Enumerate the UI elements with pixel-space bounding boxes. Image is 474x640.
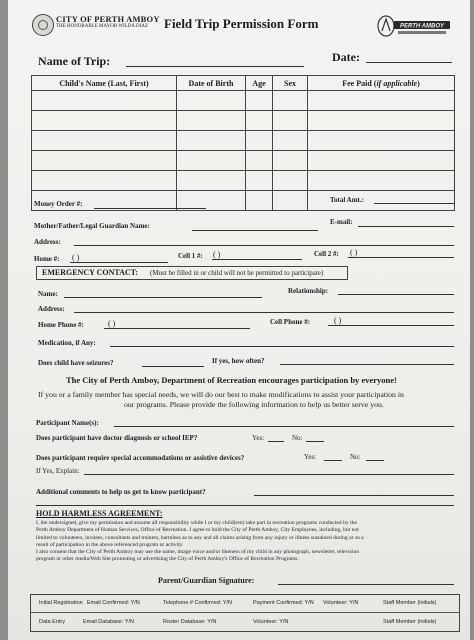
col-child-name: Child's Name (Last, First) xyxy=(32,76,177,91)
roster-database-label: Roster Database: Y/N xyxy=(163,619,217,625)
ec-name-label: Name: xyxy=(38,290,58,298)
email-database-label: Email Database: Y/N xyxy=(83,619,134,625)
table-row[interactable] xyxy=(32,171,455,191)
children-table xyxy=(31,75,455,211)
staff-initials-label-1: Staff Member (initials) xyxy=(383,600,437,606)
table-row[interactable] xyxy=(32,131,455,151)
home-phone-area[interactable]: ( ) xyxy=(72,253,80,262)
ec-relationship-label: Relationship: xyxy=(288,287,329,295)
agreement-line: program or other media/Web Site promoting or advertising the City of Perth Amboy's Office of Recreation Programs. xyxy=(36,556,299,563)
brand-logo-text: PERTH AMBOY xyxy=(399,23,445,30)
cell2-label: Cell 2 #: xyxy=(314,250,339,258)
guardian-address-label: Address: xyxy=(34,238,61,246)
data-entry-label: Data Entry xyxy=(39,619,65,625)
diagnosis-no-line[interactable] xyxy=(306,441,324,442)
hold-harmless-heading: HOLD HARMLESS AGREEMENT: xyxy=(36,509,163,518)
cell1-label: Cell 1 #: xyxy=(178,252,203,260)
seizures-label: Does child have seizures? xyxy=(38,359,114,367)
accommodations-question: Does participant require special accommodations or assistive devices? xyxy=(36,454,245,462)
volunteer-label-1: Volunteer: Y/N xyxy=(323,600,359,606)
cell2-area[interactable]: ( ) xyxy=(350,248,358,257)
emergency-note: (Must be filled in or child will not be permitted to participate) xyxy=(150,269,324,277)
agreement-text xyxy=(36,520,364,564)
table-row[interactable] xyxy=(32,111,455,131)
home-phone-line[interactable] xyxy=(70,262,168,263)
accommodations-no-line[interactable] xyxy=(366,460,384,461)
ec-address-line[interactable] xyxy=(74,312,454,313)
guardian-email-label: E-mail: xyxy=(330,218,353,226)
volunteer-label-2: Volunteer: Y/N xyxy=(253,619,289,625)
home-phone-label: Home #: xyxy=(34,255,60,263)
total-amount-line[interactable] xyxy=(374,203,454,204)
additional-comments-line[interactable] xyxy=(254,495,454,496)
seizures-line[interactable] xyxy=(142,366,204,367)
mayor-name: THE HONORABLE MAYOR WILDA DIAZ xyxy=(56,24,148,29)
guardian-name-line[interactable] xyxy=(192,230,318,231)
col-fee-paid: Fee Paid (if applicable) xyxy=(308,76,455,91)
inclusion-heading: The City of Perth Amboy, Department of Recreation encourages participation by everyone! xyxy=(66,375,397,385)
table-row[interactable] xyxy=(32,91,455,111)
ec-cell-phone-area[interactable]: ( ) xyxy=(334,316,342,325)
office-use-divider xyxy=(31,612,459,613)
diagnosis-yes-label: Yes: xyxy=(252,434,265,442)
trip-name-line[interactable] xyxy=(126,66,304,67)
form-title: Field Trip Permission Form xyxy=(164,16,319,31)
ec-cell-phone-line[interactable] xyxy=(328,325,454,326)
date-label: Date: xyxy=(332,50,360,64)
emergency-heading: EMERGENCY CONTACT: xyxy=(42,268,139,277)
ec-address-label: Address: xyxy=(38,305,65,313)
inclusion-text-2: our programs. Please provide the following information to help us better serve you. xyxy=(124,400,384,409)
participant-names-line[interactable] xyxy=(114,426,454,427)
explain-line[interactable] xyxy=(84,474,454,475)
city-name: CITY OF PERTH AMBOY xyxy=(56,14,160,24)
col-sex: Sex xyxy=(273,76,308,91)
cell2-line[interactable] xyxy=(348,257,454,258)
permission-form-page xyxy=(8,0,470,640)
additional-comments-label: Additional comments to help us get to know participant? xyxy=(36,488,206,496)
city-seal-icon xyxy=(32,14,54,36)
ec-relationship-line[interactable] xyxy=(338,294,454,295)
signature-label: Parent/Guardian Signature: xyxy=(158,576,255,585)
money-order-label: Money Order #: xyxy=(34,200,83,208)
diagnosis-question: Does participant have doctor diagnosis or school IEP? xyxy=(36,434,198,442)
ec-name-line[interactable] xyxy=(64,297,262,298)
initial-registration-label: Initial Registration xyxy=(39,600,83,606)
how-often-label: If yes, how often? xyxy=(212,357,265,365)
col-dob: Date of Birth xyxy=(177,76,246,91)
perth-amboy-logo-icon xyxy=(376,14,452,38)
accommodations-no-label: No: xyxy=(350,453,361,461)
staff-initials-label-2: Staff Member (initials) xyxy=(383,619,437,625)
medication-label: Medication, if Any: xyxy=(38,339,96,347)
signature-line[interactable] xyxy=(278,584,454,585)
guardian-address-line[interactable] xyxy=(74,245,454,246)
agreement-line: limited to volunteers, invitees, consultants and trainers, harmless as to any and all claims arising from any injury or illness sustained during or as a xyxy=(36,534,364,541)
trip-name-label: Name of Trip: xyxy=(38,54,111,68)
how-often-line[interactable] xyxy=(280,364,454,365)
cell1-line[interactable] xyxy=(212,259,302,260)
email-confirmed-label: Email Confirmed: Y/N xyxy=(87,600,140,606)
accommodations-yes-label: Yes: xyxy=(304,453,317,461)
accommodations-yes-line[interactable] xyxy=(324,460,342,461)
agreement-line: result of participation in the above referenced program or activity. xyxy=(36,541,184,548)
ec-home-phone-label: Home Phone #: xyxy=(38,321,84,329)
participant-names-label: Participant Name(s): xyxy=(36,419,99,427)
agreement-line: Perth Amboy Department of Human Services, Office of Recreation. I agree to hold the City of Perth Amboy, City Employees, including, but not xyxy=(36,527,359,534)
explain-label: If Yes, Explain: xyxy=(36,467,80,475)
ec-cell-phone-label: Cell Phone #: xyxy=(270,318,311,326)
office-use-box xyxy=(30,594,460,632)
date-line[interactable] xyxy=(366,62,452,63)
money-order-line[interactable] xyxy=(94,208,206,209)
medication-line[interactable] xyxy=(110,346,454,347)
table-row[interactable] xyxy=(32,151,455,171)
total-amount-label: Total Amt.: xyxy=(330,196,364,204)
agreement-line: I also consent that the City of Perth Amboy may use the name, image voice and/or likeness of my child in any photograph, newsletter, television xyxy=(36,549,360,556)
diagnosis-yes-line[interactable] xyxy=(268,441,284,442)
ec-home-phone-area[interactable]: ( ) xyxy=(108,319,116,328)
additional-comments-line-2[interactable] xyxy=(36,505,454,506)
col-age: Age xyxy=(246,76,273,91)
guardian-email-line[interactable] xyxy=(358,226,454,227)
cell1-area[interactable]: ( ) xyxy=(213,250,221,259)
inclusion-text-1: If you or a family member has special needs, we will do our best to make modifications to assist your participation in xyxy=(38,390,404,399)
payment-confirmed-label: Payment Confirmed: Y/N xyxy=(253,600,314,606)
diagnosis-no-label: No: xyxy=(292,434,303,442)
agreement-line: I, the undersigned, give my permission and assume all responsibility while I or my child(ren) take part in recreation programs conducted by the xyxy=(36,520,357,526)
guardian-name-label: Mother/Father/Legal Guardian Name: xyxy=(34,222,150,230)
ec-home-phone-line[interactable] xyxy=(104,328,250,329)
telephone-confirmed-label: Telephone # Confirmed: Y/N xyxy=(163,600,232,606)
